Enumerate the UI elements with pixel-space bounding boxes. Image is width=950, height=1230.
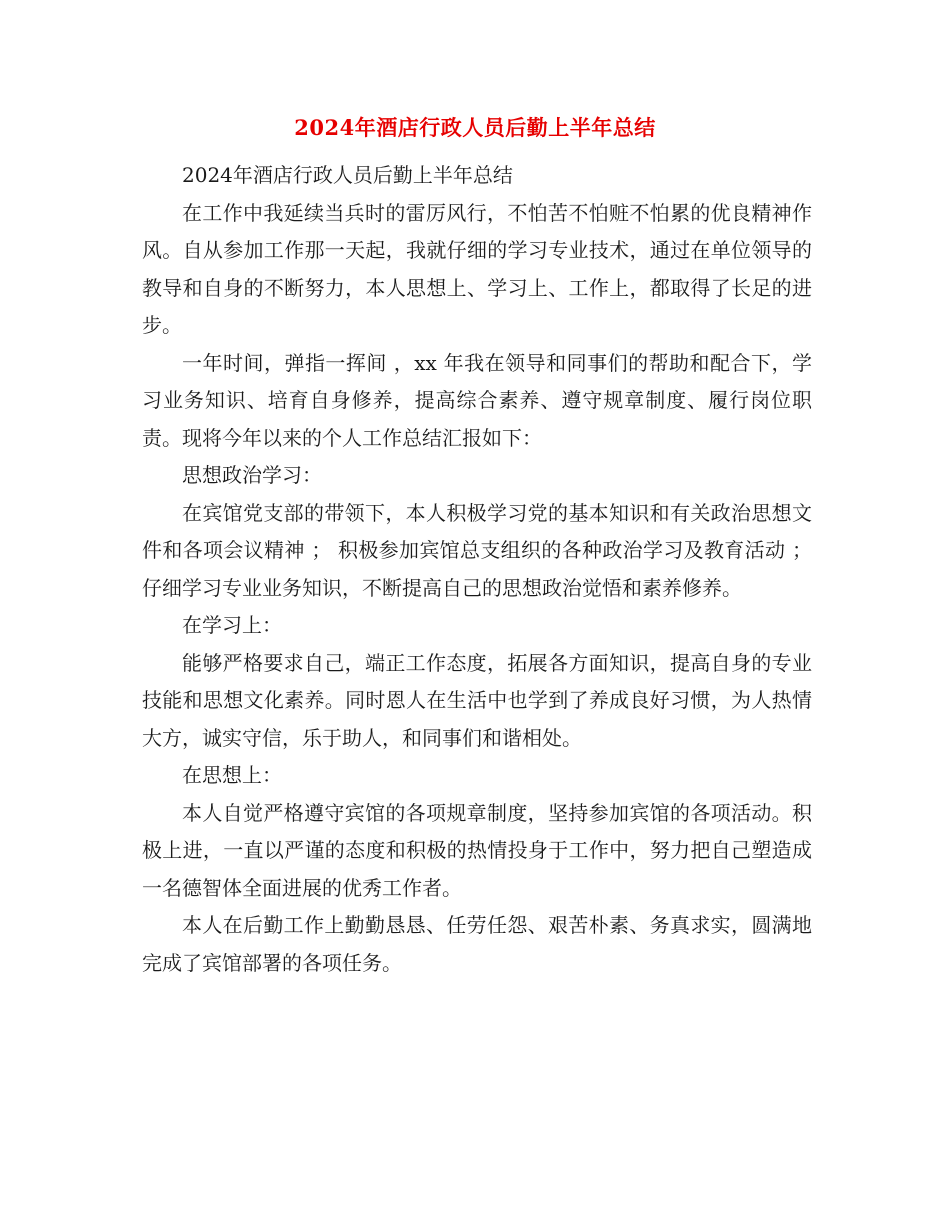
document-body (142, 157, 812, 982)
paragraph-thinking: 本人自觉严格遵守宾馆的各项规章制度，坚持参加宾馆的各项活动。积极上进，一直以严谨的态度和积极的热情投身于工作中，努力把自己塑造成一名德智体全面进展的优秀工作者。 (142, 800, 812, 900)
section-heading-thinking: 在思想上： (182, 763, 282, 787)
paragraph-heading: 2024年酒店行政人员后勤上半年总结 (182, 163, 513, 187)
paragraph-overview: 一年时间，弹指一挥间 ，xx 年我在领导和同事们的帮助和配合下，学习业务知识、培育自身修养，提高综合素养、遵守规章制度、履行岗位职责。现将今年以来的个人工作总结汇报如下： (142, 350, 812, 450)
paragraph-logistics: 本人在后勤工作上勤勤恳恳、任劳任怨、艰苦朴素、务真求实，圆满地完成了宾馆部署的各项任务。 (142, 913, 812, 975)
section-heading-political-study: 思想政治学习： (182, 463, 322, 487)
document-title: 2024年酒店行政人员后勤上半年总结 (294, 115, 656, 140)
paragraph-learning: 能够严格要求自己，端正工作态度，拓展各方面知识，提高自身的专业技能和思想文化素养。同时恩人在生活中也学到了养成良好习惯，为人热情大方，诚实守信，乐于助人，和同事们和谐相处。 (142, 650, 812, 750)
section-heading-learning: 在学习上： (182, 613, 282, 637)
paragraph-intro: 在工作中我延续当兵时的雷厉风行，不怕苦不怕赃不怕累的优良精神作风。自从参加工作那一天起，我就仔细的学习专业技术，通过在单位领导的教导和自身的不断努力，本人思想上、学习上、工作上，都取得了长足的进步。 (142, 200, 812, 337)
paragraph-political-study: 在宾馆党支部的带领下，本人积极学习党的基本知识和有关政治思想文件和各项会议精神 ； 积极参加宾馆总支组织的各种政治学习及教育活动 ； 仔细学习专业业务知识，不断提高自己的思想政治觉悟和素养修养。 (142, 500, 812, 600)
